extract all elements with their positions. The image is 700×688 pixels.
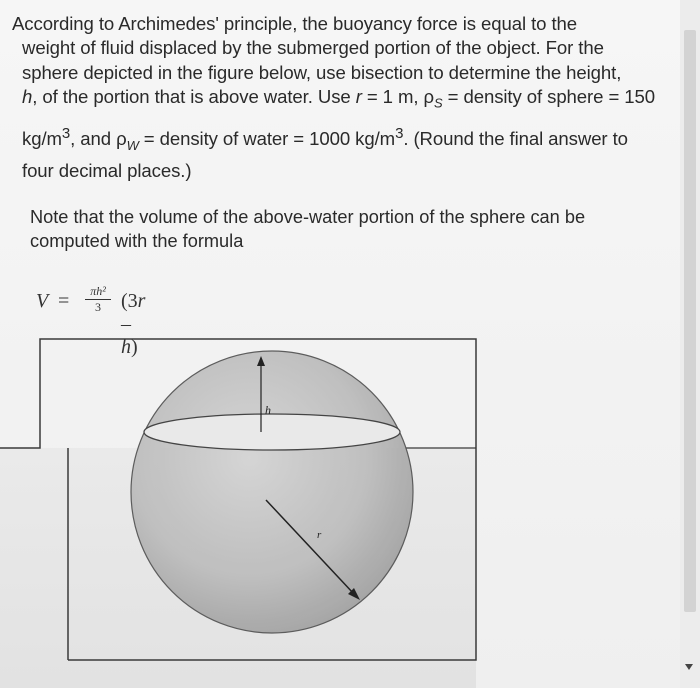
chevron-down-icon[interactable] — [685, 664, 693, 670]
formula-fraction — [83, 285, 113, 314]
rho-symbol: ρ — [116, 128, 127, 150]
var-r: r — [355, 86, 362, 108]
formula-numerator: πh² — [90, 284, 106, 298]
sphere — [131, 351, 413, 633]
question-line-2: weight of fluid displaced by the submerged portion of the object. For the — [22, 37, 604, 59]
label-r: r — [317, 529, 322, 541]
subscript-w: W — [126, 138, 139, 154]
formula-equals: = — [58, 290, 70, 312]
text: ) — [131, 336, 138, 358]
text: – — [121, 313, 131, 335]
rho-symbol: ρ — [423, 86, 434, 108]
superscript: 3 — [61, 125, 71, 143]
formula-denominator: 3 — [95, 300, 101, 314]
text: = density of water = 1000 kg/m — [138, 128, 396, 150]
text: = density of sphere = 150 — [442, 86, 655, 108]
sphere-figure — [0, 330, 680, 688]
question-text — [12, 12, 684, 183]
question-line-1: According to Archimedes' principle, the buoyancy force is equal to the — [12, 13, 578, 34]
question-line-4 — [12, 85, 684, 116]
var-r: r — [137, 290, 146, 312]
text: , of the portion that is above water. Use — [32, 86, 356, 108]
formula-lhs: V — [36, 290, 49, 312]
scrollbar-thumb[interactable] — [684, 30, 696, 612]
note-line-1: Note that the volume of the above-water portion of the sphere can be — [30, 207, 586, 227]
text: , and — [70, 128, 117, 150]
text: = 1 m, — [361, 86, 424, 108]
question-line-3: sphere depicted in the figure below, use bisection to determine the height, — [22, 61, 622, 83]
superscript: 3 — [395, 125, 404, 143]
unit: kg/m — [22, 128, 62, 150]
question-line-5 — [12, 122, 684, 158]
var-h: h — [22, 86, 33, 108]
question-line-6: four decimal places.) — [22, 159, 192, 181]
waterline-cross-section — [144, 414, 400, 450]
vertical-scrollbar[interactable] — [680, 0, 700, 688]
note-text — [30, 205, 670, 253]
text: (3 — [121, 290, 138, 312]
text: . (Round the final answer to — [403, 128, 628, 150]
var-h: h — [121, 336, 131, 358]
note-line-2: computed with the formula — [30, 231, 244, 251]
label-h: h — [265, 403, 271, 417]
subscript-s: S — [434, 95, 443, 111]
